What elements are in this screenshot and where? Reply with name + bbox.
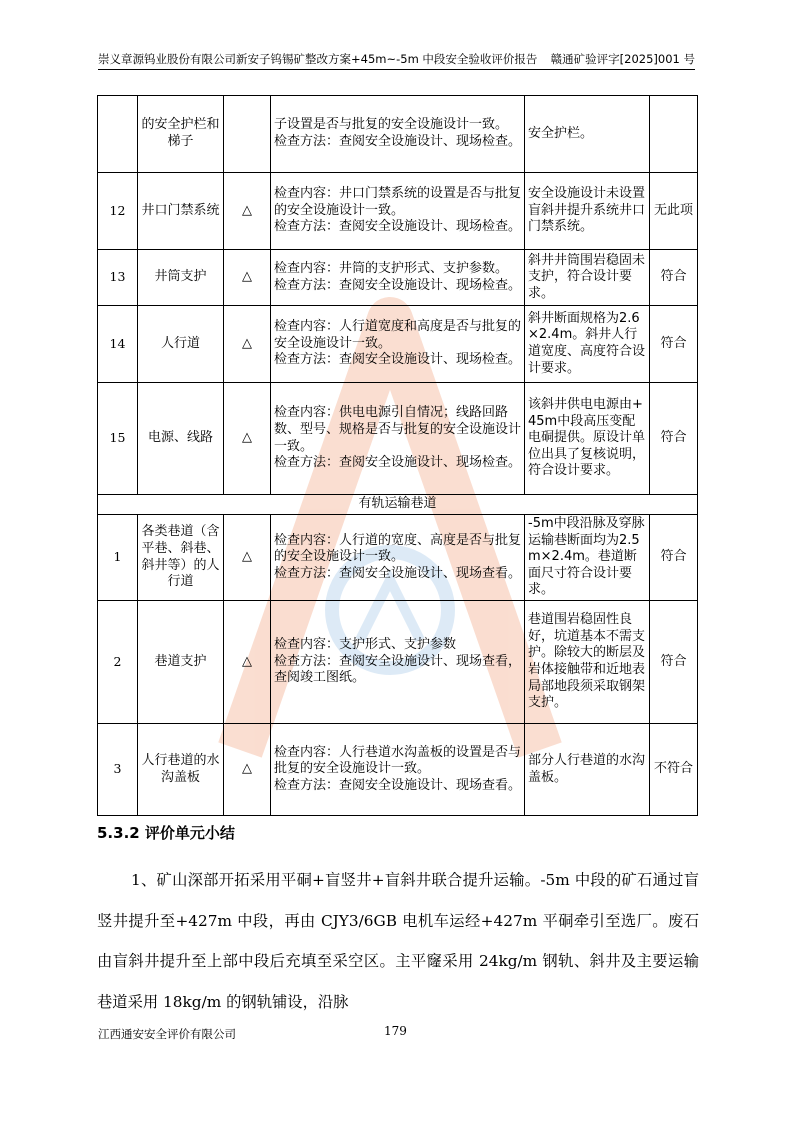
safety-check-table — [97, 95, 698, 816]
check-content-text: 检查内容：人行道的宽度、高度是否与批复的安全设施设计一致。 — [274, 532, 522, 565]
row-number: 13 — [98, 250, 138, 306]
check-method-text: 检查方法：查阅安全设施设计、现场查看。 — [274, 565, 522, 581]
check-item: 人行巷道的水沟盖板 — [138, 724, 224, 816]
importance-mark: △ — [224, 383, 271, 495]
section-row — [98, 495, 698, 515]
check-result: 安全护栏。 — [525, 96, 650, 173]
importance-mark — [224, 96, 271, 173]
verdict: 符合 — [650, 383, 698, 495]
check-item: 人行道 — [138, 306, 224, 383]
check-result: 安全设施设计未设置盲斜井提升系统井口门禁系统。 — [525, 173, 650, 250]
check-content-text: 检查内容：人行道宽度和高度是否与批复的安全设施设计一致。 — [274, 319, 522, 351]
row-number: 3 — [98, 724, 138, 816]
check-method-text: 检查方法：查阅安全设施设计、现场检查。 — [274, 219, 522, 235]
verdict: 无此项 — [650, 173, 698, 250]
check-method-text: 检查方法：查阅安全设施设计、现场查看。 — [274, 777, 522, 793]
check-content — [271, 173, 525, 250]
table-row — [98, 250, 698, 306]
check-method-text: 检查方法：查阅安全设施设计、现场检查。 — [274, 455, 522, 471]
check-result: 斜井井筒围岩稳固未支护，符合设计要求。 — [525, 250, 650, 306]
check-result: -5m中段沿脉及穿脉运输巷断面均为2.5m×2.4m。巷道断面尺寸符合设计要求。 — [525, 515, 650, 601]
table-row — [98, 96, 698, 173]
verdict — [650, 96, 698, 173]
check-item: 各类巷道（含平巷、斜巷、斜井等）的人行道 — [138, 515, 224, 601]
check-result: 斜井断面规格为2.6×2.4m。斜井人行道宽度、高度符合设计要求。 — [525, 306, 650, 383]
footer-company: 江西通安安全评价有限公司 — [98, 1027, 236, 1041]
check-content — [271, 515, 525, 601]
importance-mark: △ — [224, 724, 271, 816]
check-method-text: 检查方法：查阅安全设施设计、现场检查。 — [274, 352, 522, 368]
importance-mark: △ — [224, 173, 271, 250]
summary-text: 1、矿山深部开拓采用平硐+盲竖井+盲斜井联合提升运输。-5m 中段的矿石通过盲竖井提升至+427m 中段，再由 CJY3/6GB 电机车运经+427m 平硐牵引至选厂。废石由盲斜井提升至上部中段后充填至采空区。主平窿采用 24kg/m 钢轨、斜井及主要运输巷道采用 18kg/m 的钢轨铺设，沿脉 — [97, 871, 699, 1011]
page-header — [98, 52, 695, 70]
check-content — [271, 383, 525, 495]
check-content-text: 检查内容：井口门禁系统的设置是否与批复的安全设施设计一致。 — [274, 186, 522, 218]
verdict: 符合 — [650, 306, 698, 383]
check-content-text: 检查内容：支护形式、支护参数 — [274, 637, 457, 653]
section-heading: 5.3.2 评价单元小结 — [97, 824, 235, 842]
check-result: 该斜井供电电源由+45m中段高压变配电硐提供。原设计单位出具了复核说明，符合设计要求。 — [525, 383, 650, 495]
check-method-text: 检查方法：查阅安全设施设计、现场检查。 — [274, 277, 522, 293]
row-number: 15 — [98, 383, 138, 495]
summary-paragraph — [97, 860, 699, 1022]
row-number — [98, 96, 138, 173]
table-row — [98, 515, 698, 601]
check-method-text: 检查方法：查阅安全设施设计、现场查看，查阅竣工图纸。 — [274, 653, 522, 686]
check-item: 井口门禁系统 — [138, 173, 224, 250]
row-number: 12 — [98, 173, 138, 250]
table-row — [98, 601, 698, 724]
importance-mark: △ — [224, 306, 271, 383]
check-content — [271, 601, 525, 724]
check-content — [271, 724, 525, 816]
check-content — [271, 96, 525, 173]
importance-mark: △ — [224, 515, 271, 601]
row-number: 2 — [98, 601, 138, 724]
check-result: 巷道围岩稳固性良好，坑道基本不需支护。除较大的断层及岩体接触带和近地表局部地段须采取钢架支护。 — [525, 601, 650, 724]
check-result: 部分人行巷道的水沟盖板。 — [525, 724, 650, 816]
page-number: 179 — [384, 1024, 407, 1038]
header-report-title: 崇义章源钨业股份有限公司新安子钨锡矿整改方案+45m~-5m 中段安全验收评价报告 — [98, 52, 538, 66]
check-item: 电源、线路 — [138, 383, 224, 495]
table-row — [98, 724, 698, 816]
check-content — [271, 306, 525, 383]
row-number: 1 — [98, 515, 138, 601]
verdict: 不符合 — [650, 724, 698, 816]
check-item: 的安全护栏和梯子 — [138, 96, 224, 173]
check-content-text: 子设置是否与批复的安全设施设计一致。 — [274, 117, 509, 133]
check-content — [271, 250, 525, 306]
row-number: 14 — [98, 306, 138, 383]
importance-mark: △ — [224, 250, 271, 306]
check-item: 巷道支护 — [138, 601, 224, 724]
table-row — [98, 306, 698, 383]
table-row — [98, 173, 698, 250]
check-content-text: 检查内容：人行巷道水沟盖板的设置是否与批复的安全设施设计一致。 — [274, 744, 522, 777]
header-report-number: 赣通矿验评字[2025]001 号 — [550, 52, 695, 66]
verdict: 符合 — [650, 515, 698, 601]
check-content-text: 检查内容：供电电源引自情况；线路回路数、型号、规格是否与批复的安全设施设计一致。 — [274, 405, 522, 454]
verdict: 符合 — [650, 250, 698, 306]
importance-mark: △ — [224, 601, 271, 724]
check-method-text: 检查方法：查阅安全设施设计、现场检查。 — [274, 134, 522, 149]
check-item: 井筒支护 — [138, 250, 224, 306]
section-row-title: 有轨运输巷道 — [98, 495, 698, 515]
table-row — [98, 383, 698, 495]
verdict: 符合 — [650, 601, 698, 724]
check-content-text: 检查内容：井筒的支护形式、支护参数。 — [274, 260, 509, 276]
